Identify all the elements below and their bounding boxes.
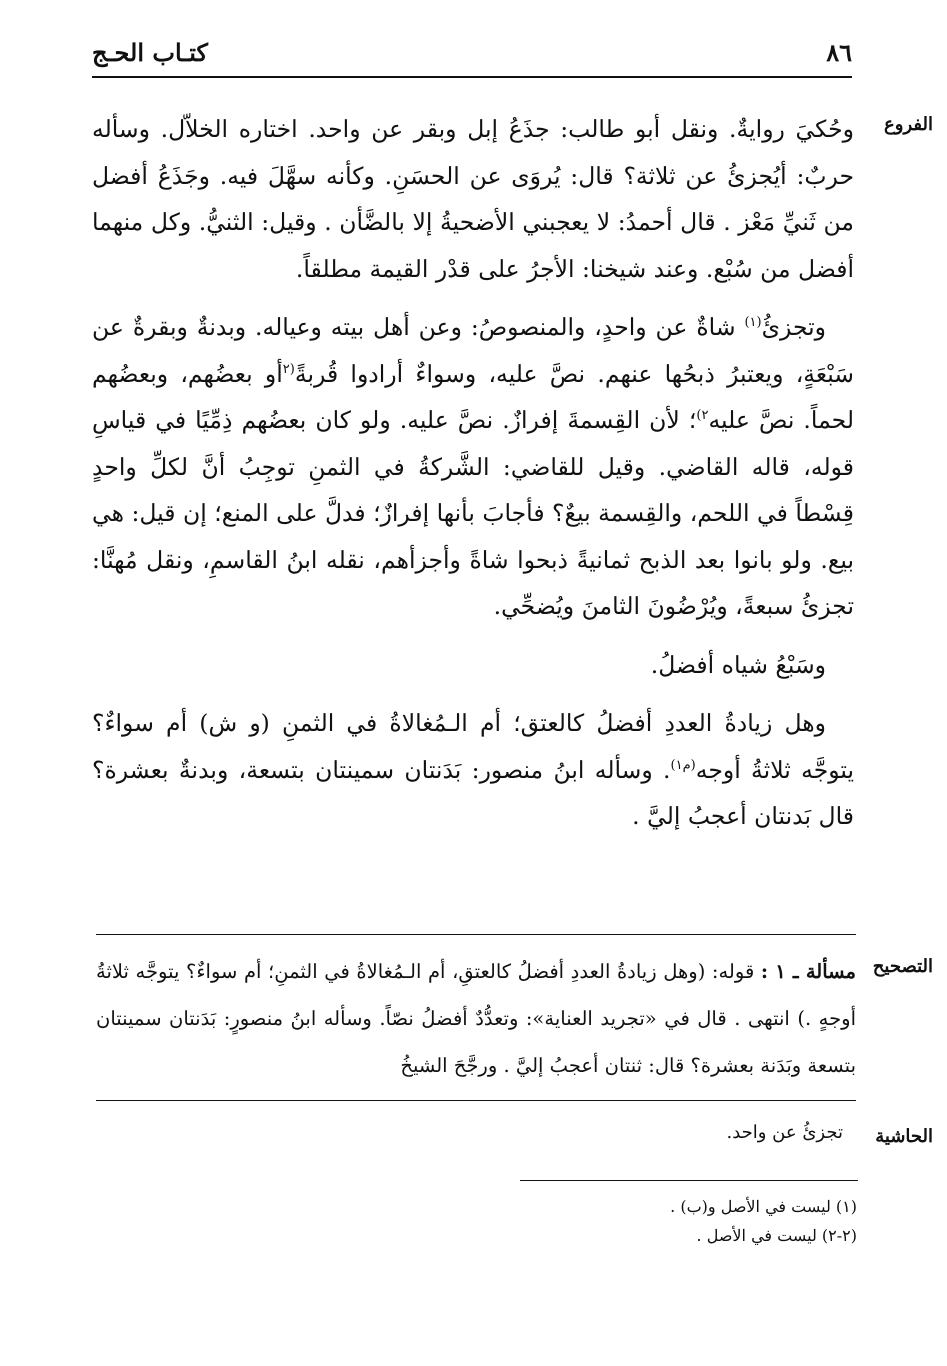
hashiya-text: تجزئُ عن واحد.	[726, 1122, 843, 1143]
footnote-rule	[520, 1180, 858, 1181]
header-rule	[92, 76, 852, 78]
p4-part-b: . وسأله ابنُ منصور: بَدَنتان سمينتان بتسعة، وبدنةٌ بعشرة؟ قال بَدنتان أعجبُ إليَّ .	[92, 755, 854, 830]
running-title: كتـاب الحـج	[92, 38, 208, 67]
tashih-lead: مسألة ـ ١ :	[760, 960, 857, 983]
label-hashiya: الحاشية	[875, 1126, 933, 1147]
footnotes	[357, 1192, 857, 1250]
footnote-ref-2-close: ٢)	[696, 408, 709, 424]
p2-part-d: ؛ لأن القِسمةَ إفرازٌ. نصَّ عليه. ولو كان بعضُهم ذِمِّيًا في قياسِ قوله، قاله القاضي. وقيل للقاضي: الشَّركةُ في الثمنِ توجِبُ أنَّ لكلِّ واحدٍ قِسْطاً في اللحم، والقِسمة بيعٌ؟ فأجابَ بأنها إفرازٌ؛ فدلَّ على المنع؛ إن قيل: هي بيع. ولو بانوا بعد الذبح ثمانيةً ذبحوا شاةً وأجزأهم، نقله ابنُ القاسمِ، ونقل مُهنَّا: تجزئُ سبعةً، ويُرْضُونَ الثامنَ ويُضحِّي.	[92, 406, 854, 620]
p2-part-c: أو بعضُهم، وبعضُهم لحماً. نصَّ عليه	[92, 359, 854, 434]
paragraph-4	[92, 700, 854, 840]
paragraph-2	[92, 304, 854, 630]
p2-part-a: وتجزئُ	[761, 313, 826, 341]
paragraph-1: وحُكيَ روايةٌ. ونقل أبو طالب: جذَعُ إبل وبقر عن واحد. اختاره الخلاّل. وسأله حربٌ: أيُجزئُ عن ثلاثة؟ قال: يُروَى عن الحسَنِ. وكأنه سهَّلَ فيه. وجَذَعُ أفضل من ثَنيِّ مَعْز . قال أحمدُ: لا يعجبني الأضحيةُ إلا بالضَّأن . وقيل: الثنيُّ. وكل منهما أفضل من سُبْع. وعند شيخنا: الأجرُ على قدْر القيمة مطلقاً.	[92, 115, 854, 283]
tashih-rule-bottom	[96, 1100, 856, 1101]
footnote-ref-1: (١)	[744, 315, 762, 331]
footnote-ref-2-open: (٢	[282, 361, 295, 377]
tashih-body: قوله: (وهل زيادةُ العددِ أفضلُ كالعتقِ، أم الـمُغالاةُ في الثمنِ؛ أم سواءٌ؟ يتوجَّه ثلاثةُ أوجهٍ .) انتهى . قال في «تجريد العناية»: وتعدُّدٌ أفضلُ نصّاً. وسأله ابنُ منصورٍ: بَدَنتان سمينتان بتسعة وبَدَنة بعشرة؟ قال: ثنتان أعجبُ إليَّ . ورجَّحَ الشيخُ	[96, 960, 856, 1077]
p4-part-a: وهل زيادةُ العددِ أفضلُ كالعتق؛ أم الـمُغالاةُ في الثمنِ (و ش) أم سواءٌ؟ يتوجَّه ثلاثةُ أوجه	[92, 709, 854, 784]
page-number: ٨٦	[826, 38, 852, 67]
tashih-text	[96, 948, 856, 1089]
page-header	[92, 34, 852, 74]
paragraph-3: وسَبْعُ شياه أفضلُ.	[650, 650, 826, 679]
footnote-ref-m1: (م١)	[670, 757, 696, 773]
main-text	[92, 106, 854, 852]
footnote-1: (١) ليست في الأصل و(ب) .	[670, 1197, 857, 1216]
p2-part-b: شاةٌ عن واحدٍ، والمنصوصُ: وعن أهل بيته وعياله. وبدنةٌ وبقرةٌ عن سَبْعَةٍ، ويعتبرُ ذبحُها عنهم. نصَّ عليه، وسواءٌ أرادوا قُربةً	[92, 313, 854, 388]
footnote-2: (٢-٢) ليست في الأصل .	[696, 1226, 857, 1245]
label-furu: الفروع	[884, 114, 933, 135]
tashih-rule-top	[96, 934, 856, 935]
label-tashih: التصحيح	[872, 956, 933, 977]
